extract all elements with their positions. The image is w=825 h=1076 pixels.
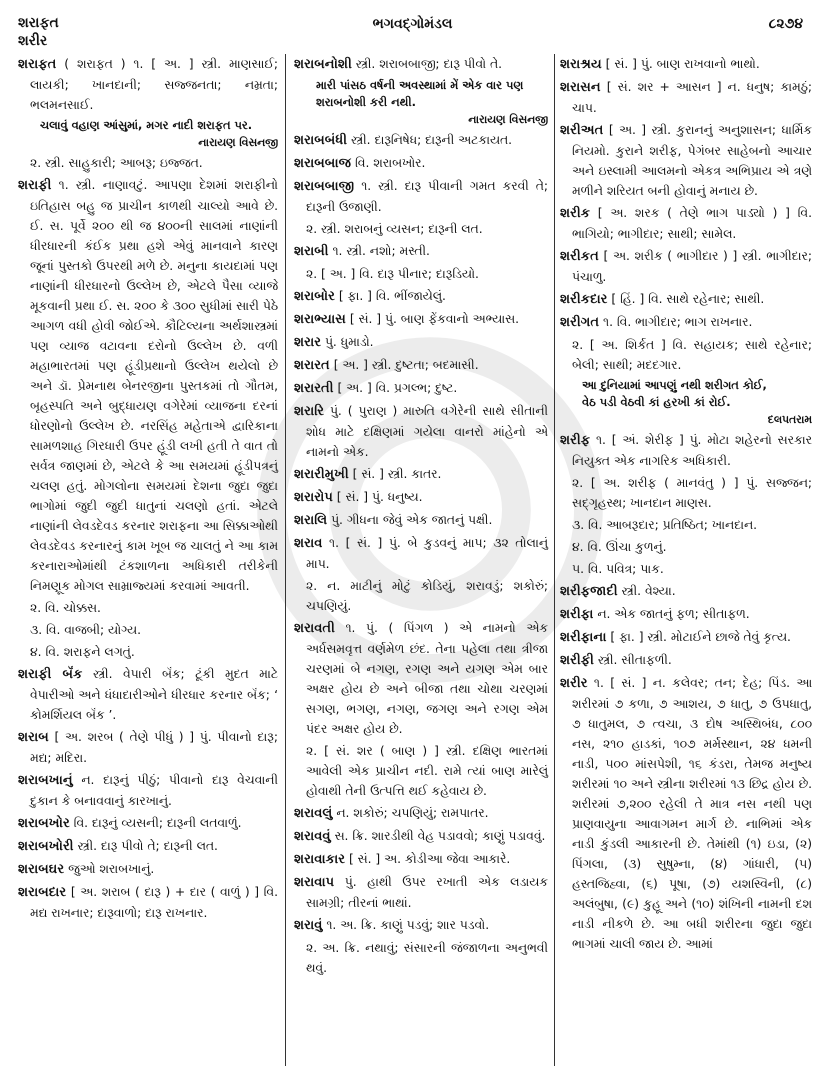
headword: શરીફાના [560,630,607,645]
dictionary-entry [560,673,812,954]
headword: શરાબખાનું [18,773,73,788]
definition: પું. ગીધના જેવું એક જાતનું પક્ષી. [327,513,493,527]
headword: શરીકત [560,249,599,264]
headword: શરીફજાદી [560,584,618,599]
definition: [ સં. ] પું. બાણ રાખવાનો ભાથો. [601,57,760,71]
definition: ૧. વિ. ભાગીદાર; ભાગ રાખનાર. [599,315,753,329]
dictionary-entry [294,872,548,913]
dictionary-entry [18,836,278,857]
sense-definition: ૨. અ. ક્રિ. નથાવું; સંસારની જંજાળના અનુભવી થવું. [306,941,548,975]
definition: સ્ત્રી. શરાબબાજી; દારૂ પીવો તે. [351,57,503,71]
quote-author: નારાયણ વિસનજી [198,136,278,149]
headword: શરાવાકાર [294,852,346,867]
headword: શરાબખોરી [18,839,74,854]
definition: [ સં. શર + આસન ] ન. ધનુષ; કામઠું; ચાપ. [572,80,812,115]
definition: [ અ. ] વિ. પ્રગલ્ભ; દુષ્ટ. [333,381,458,395]
definition: ૧. [ અં. શેરીફ ] પું. મોટા શહેરનો સરકાર નિયુક્ત એક નાગરિક અધિકારી. [572,433,812,468]
definition: ૧. અ. ક્રિ. કાણું પડવું; શાર પડવો. [322,918,490,932]
headword: શરાવતી [294,621,335,636]
sense-definition: ૨. [ અ. શરીફ ( માનવંતુ ) ] પું. સજ્જન; સદ્‌ગૃહસ્થ; ખાનદાન માણસ. [572,476,812,510]
dictionary-entry [294,378,548,399]
definition: સ. ક્રિ. શારડીથી વેહ પડાવવો; કાણું પડાવવું. [330,829,546,843]
quote-line: મારી પાંસઠ વર્ષની અવસ્થામાં મેં એક વાર પણ શરાબનોશી કરી નથી. [316,78,524,109]
definition: [ અ. શરબ ( તેણે પીધું ) ] પું. પીવાનો દારૂ; મદ્ય; મદિરા. [30,730,278,765]
quote-line: આ દુનિયામાં આપણું નથી શરીગત કોઈ, [582,378,767,392]
dictionary-entry [294,401,548,462]
dictionary-entry [294,803,548,824]
headword: શરીફી [560,653,594,668]
headword: શરાવ [294,536,323,551]
dictionary-entry [560,77,812,118]
column-divider [554,54,555,1066]
sense-definition: ૨. ન. માટીનું મોટું કોડિયું, શરાવડું; શકોરું; ચપણિયું. [306,579,548,613]
headword: શરાવાપ [294,875,335,890]
definition: ૧. સ્ત્રી. નશો; મસ્તી. [328,244,430,258]
column-left [18,54,278,925]
page-title: ભગવદ્‌ગોમંડલ [372,16,453,32]
definition: [ અ. શરક ( તેણે ભાગ પાડ્યો ) ] વિ. ભાગિયો; ભાગીદાર; સાથી; સામેલ. [572,206,812,241]
headword: શરાસન [560,80,601,95]
definition: [ સં. ] પું. ધનુષ્ય. [332,490,423,504]
quote-author: દલપતરામ [767,413,812,426]
last-guide-word: શરીર [18,33,48,49]
headword: શરાબબંધી [294,133,348,148]
dictionary-entry [294,355,548,376]
definition: [ ફા. ] વિ. ભીંજાયેલું. [334,289,446,303]
sense-definition: ૫. વિ. પવિત્ર; પાક. [572,562,664,576]
definition: ૧. [ સં. ] ન. કલેવર; તન; દેહ; પિંડ. આ શરીરમાં ૭ કળા, ૭ આશય, ૭ ધાતુ, ૭ ઉપધાતુ, ૭ ધાતુમલ, ૭ ત્વચા, ૩ દોષ અસ્થિબંધ, ૮૦૦ નસ, ૨૧૦ હાડકાં, ૧૦૭ મર્મસ્થાન, ૨૪ ધમની નાડી, ૫૦૦ માંસપેશી, ૧૬ કંડરા, તેમજ મનુષ્ય શરીરમાં ૧૦ અને સ્ત્રીના શરીરમાં ૧૩ છિદ્ર હોય છે. શરીરમાં ૭,૨૦૦ રહેલી તે માત્ર નસ નથી પણ પ્રાણવાયુના આવાગમન માર્ગ છે. નાભિમાં એક નાડી કુંડલી આકારની છે. તેમાંથી (૧) ઇડા, (૨) પિંગલા, (૩) સુષુમ્ના, (૪) ગાંધારી, (૫) હસ્તજિહ્વા, (૬) પૂષા, (૭) યશસ્વિની, (૮) અલંબુષા, (૯) કુહૂ અને (૧૦) શંખિની નામની દશ નાડી નીકળે છે. આ બધી શરીરના જુદા જુદા ભાગમાં ચાલી જાય છે. આમાં [572,676,812,951]
dictionary-entry [18,727,278,768]
sense-definition: ૨. વિ. ચોક્કસ. [30,601,101,615]
definition: [ સં. ] પું. બાણ ફેંકવાનો અભ્યાસ. [345,312,520,326]
dictionary-entry [294,533,548,574]
dictionary-entry [294,130,548,151]
headword: શરીફ [560,433,591,448]
dictionary-entry [560,430,812,471]
quote-author: નારાયણ વિસનજી [468,113,548,126]
sense-definition: ૪. વિ. શરાફને લગતું. [30,645,135,659]
quote-line: વેઠ પડી વેઠવી કાં હરખી કાં રોઈ. [582,395,731,409]
page-number: ૮૨૭૪ [768,16,803,32]
headword: શરીગત [560,315,600,330]
definition: [ અ. ] સ્ત્રી. કુરાનનું અનુશાસન; ધાર્મિક નિયમો. કુરાને શરીફ, પેગંબર સાહેબનો આચાર અને ઇસ્લામી આલમનો એકત્ર અભિપ્રાય એ ત્રણે મળીને શરિયત બની હોવાનું મનાય છે. [572,123,812,198]
sense-definition: ૪. વિ. ઊંચા કુળનું. [572,540,667,554]
definition: સ્ત્રી. દારૂનિષેધ; દારૂની અટકાયત. [347,133,513,147]
sense-definition: ૨. સ્ત્રી. શરાબનું વ્યસન; દારૂની લત. [306,222,483,236]
dictionary-entry [18,813,278,834]
headword: શરારત [294,358,330,373]
dictionary-entry [560,312,812,333]
headword: શરાબબાજી [294,179,355,194]
dictionary-entry [294,176,548,217]
dictionary-entry [294,826,548,847]
definition: [ હિં. ] વિ. સાથે રહેનાર; સાથી. [607,292,765,306]
definition: સ્ત્રી. દારૂ પીવો તે; દારૂની લત. [73,839,218,853]
dictionary-entry [18,770,278,811]
headword: શરીક [560,206,591,221]
headword: શરાબખોર [18,816,70,831]
definition: [ ફા. ] સ્ત્રી. મોટાઈને છાજે તેવું કૃત્ય. [606,630,791,644]
definition: સ્ત્રી. સીતાફળી. [593,653,672,667]
definition: [ અ. શરાબ ( દારૂ ) + દાર ( વાળું ) ] વિ. મદ્ય રાખનાર; દારૂવાળો; દારૂ રાખનાર. [30,885,278,920]
headword: શરાબી [294,244,329,259]
definition: સ્ત્રી. વેપારી બૅંક; ટૂંકી મુદત માટે વેપારીઓ અને ધંધાદારીઓને ધીરધાર કરનાર બૅંક; ‘ કોમર્શિયલ બૅંક ’. [30,667,278,722]
definition: વિ. દારૂનું વ્યસની; દારૂની લતવાળું. [69,816,242,830]
definition: પું. ( પુરાણ ) મારુતિ વગેરેની સાથે સીતાની શોધ માટે દક્ષિણમાં ગયેલા વાનરો માંહેનો એ નામનો એક. [306,404,548,459]
sense-definition: ૨. [ અ. ] વિ. દારૂ પીનાર; દારૂડિયો. [306,267,479,281]
definition: ન. એક જાતનું ફળ; સીતાફળ. [593,607,750,621]
dictionary-entry [18,664,278,725]
headword: શરાફી બૅંક [18,667,83,682]
headword: શરાબદાર [18,885,67,900]
definition: જુઓ શરાબખાનું. [64,862,155,876]
headword: શરારતી [294,381,334,396]
dictionary-entry [18,859,278,880]
headword: શરાશ્રય [560,57,602,72]
definition: ૧. પું. ( પિંગળ ) એ નામનો એક અર્ધસમવૃત્ત વર્ણમેળ છંદ. તેના પહેલા તથા ત્રીજા ચરણમાં બે નગણ, રગણ અને યગણ એમ બાર અક્ષર હોય છે અને બીજા તથા ચોથા ચરણમાં સગણ, ભગણ, નગણ, જગણ અને રગણ એમ પંદર અક્ષર હોય છે. [306,621,548,736]
definition: ન. દારૂનું પીઠું; પીવાનો દારૂ વેચવાની દુકાન કે બનાવવાનું કારખાનું. [30,773,278,808]
sense-definition: ૨. સ્ત્રી. સાહુકારી; આબરૂ; ઇજ્જત. [30,156,203,170]
dictionary-entry [560,650,812,671]
citation-quote [560,377,812,428]
headword: શરીઅત [560,123,604,138]
definition: ૧. સ્ત્રી. નાણાવટું. આપણા દેશમાં શરાફીનો ઇતિહાસ બહુ જ પ્રાચીન કાળથી ચાલ્યો આવે છે. ઈ. સ. પૂર્વે ૨૦૦ થી જ ૪૦૦ની સાલમાં નાણાંની ધીરધારની કંઈક પ્રથા હશે એવું માનવાને કારણ જૂનાં પુસ્તકો ઉપરથી મળે છે. મનુના કાયદામાં પણ નાણાંની ધીરધારનો ઉલ્લેખ છે, એટલે પૈસા વ્યાજે મૂકવાની પ્રથા ઈ. સ. ૨૦૦ કે ૩૦૦ સુધીમાં સારી પેઠે આગળ વધી હોવી જોઈએ. કૌટિલ્યના અર્થશાસ્ત્રમાં પણ વ્યાજ વટાવના દરોનો ઉલ્લેખ છે. વળી મહાભારતમાં પણ હૂંડીપ્રથાનો ઉલ્લેખ થયેલો છે અને ડૉ. પ્રેમનાથ બેનરજીના પુસ્તકમાં તો ગૌતમ, બૃહસ્પતિ અને બુદ્ધાયણ વગેરેમાં વ્યાજના દરનાં ધોરણોનો ઉલ્લેખ છે. નરસિંહ મહેતાએ દ્વારિકાના સામળશાહ ગિરધારી ઉપર હૂંડી લખી હતી તે વાત તો સર્વત્ર જાણમાં છે, એટલે કે આ સમયમાં હૂંડીપત્રનું ચલણ હતું. મોગલોના સમયમાં દેશના જુદા જુદા ભાગોમાં જુદી જુદી ધાતુનાં ચલણો હતાં. એટલે નાણાંની લેવડદેવડ કરનાર શરાફના આ સિક્કાઓથી લેવડદેવડ કરનારનું કામ ખૂબ જ ચાલતું ને આ કામ કરનારાઓમાંથી ટંકશાળના અધિકારી તરીકેની નિમણૂક મોગલ સામ્રાજ્યમાં કરવામાં આવતી. [30,178,278,593]
headword: શરાર [294,335,322,350]
headword: શરીફા [560,607,594,622]
headword: શરાફત [18,57,57,72]
headword: શરાભ્યાસ [294,312,346,327]
dictionary-entry [18,882,278,923]
dictionary-entry [560,581,812,602]
headword: શરાફી [18,178,52,193]
headword: શરાવવું [294,829,331,844]
first-guide-word: શરાફત [18,15,59,31]
definition: ન. શકોરું; ચપણિયું; રામપાતર. [332,806,489,820]
column-right [560,54,812,956]
dictionary-entry [294,464,548,485]
headword: શરાવલું [294,806,333,821]
definition: વિ. શરાબખોર. [351,156,426,170]
dictionary-entry [560,289,812,310]
dictionary-entry [560,604,812,625]
definition: [ અ. શરીક ( ભાગીદાર ) ] સ્ત્રી. ભાગીદાર; પંચાળુ. [572,249,812,284]
citation-quote [294,77,548,128]
dictionary-entry [560,627,812,648]
definition: ૧. [ સં. ] પું. બે કુડવનું માપ; ૩૨ તોલાનું માપ. [306,536,548,571]
definition: [ અ. ] સ્ત્રી. દુષ્ટતા; બદમાસી. [329,358,479,372]
definition: પું. ધુમાડો. [321,335,374,349]
dictionary-entry [294,487,548,508]
dictionary-entry [560,54,812,75]
quote-line: ચલાવું વહાણ આંસુમાં, મગર નાદી શરાફત પર. [40,118,253,132]
definition: સ્ત્રી. વેશ્યા. [617,584,676,598]
headword: શરાબ [18,730,49,745]
dictionary-entry [294,915,548,936]
definition: ૧. સ્ત્રી. દારૂ પીવાની ગમત કરવી તે; દારૂની ઉજાણી. [306,179,548,214]
dictionary-entry [294,241,548,262]
dictionary-entry [294,849,548,870]
dictionary-entry [294,153,548,174]
sense-definition: ૨. [ સં. શર ( બાણ ) ] સ્ત્રી. દક્ષિણ ભારતમાં આવેલી એક પ્રાચીન નદી. રામે ત્યાં બાણ મારેલું હોવાથી તેની ઉત્પત્તિ થઈ કહેવાય છે. [306,744,548,798]
dictionary-entry [294,54,548,75]
dictionary-entry [560,120,812,201]
dictionary-entry [560,246,812,287]
dictionary-entry [294,510,548,531]
headword: શરાવું [294,918,323,933]
dictionary-entry [18,175,278,596]
column-divider [285,54,286,1066]
dictionary-entry [294,618,548,739]
dictionary-entry [294,332,548,353]
definition: ( શરાફત ) ૧. [ અ. ] સ્ત્રી. માણસાઈ; લાયકી; ખાનદાની; સજ્જનતા; નમ્રતા; ભલમનસાઈ. [30,57,278,112]
citation-quote [18,117,278,151]
headword: શરીર [560,676,588,691]
headword: શરાલિ [294,513,328,528]
headword: શરારોપ [294,490,333,505]
column-middle [294,54,548,980]
dictionary-entry [560,203,812,244]
dictionary-entry [294,286,548,307]
headword: શરારીમુખી [294,467,349,482]
definition: [ સં. ] અ. કોડીઆ જેવા આકારે. [345,852,511,866]
definition: પું. હાથી ઉપર રખાતી એક લડાયક સામગ્રી; તીરનાં ભાથાં. [306,875,548,910]
sense-definition: ૩. વિ. આબરૂદાર; પ્રતિષ્ઠિત; ખાનદાન. [572,518,758,532]
dictionary-entry [294,309,548,330]
sense-definition: ૩. વિ. વાજબી; યોગ્ય. [30,623,142,637]
headword: શરાબોર [294,289,335,304]
headword: શરીકદાર [560,292,608,307]
headword: શરારિ [294,404,325,419]
definition: [ સં. ] સ્ત્રી. કાતર. [348,467,442,481]
headword: શરાબઘર [18,862,65,877]
dictionary-entry [18,54,278,115]
headword: શરાબબાજ [294,156,352,171]
headword: શરાબનોશી [294,57,352,72]
sense-definition: ૨. [ અ. શિર્કત ] વિ. સહાયક; સાથે રહેનાર; બેલી; સાથી; મદદગાર. [572,338,812,372]
